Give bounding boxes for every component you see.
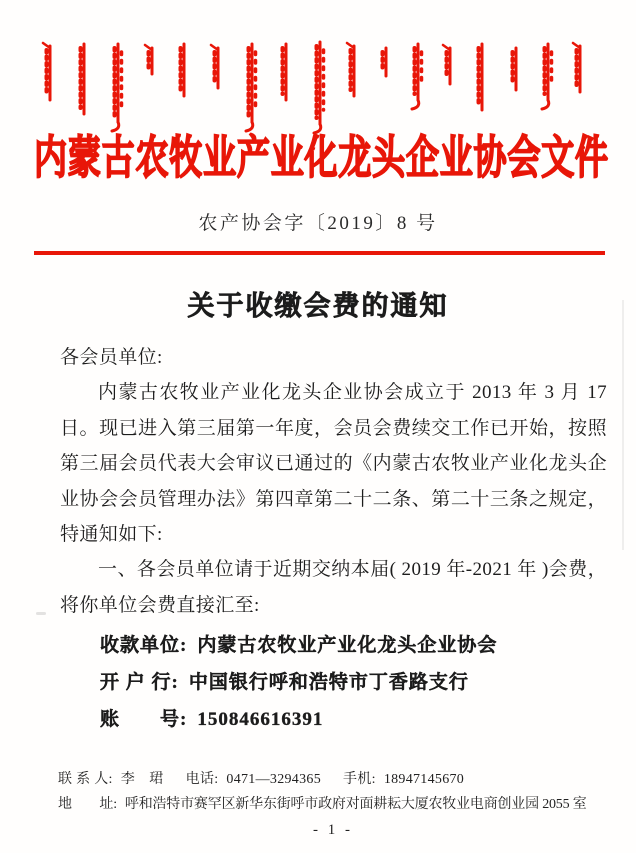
bank-row: [100, 664, 607, 701]
scan-artifact: [36, 612, 46, 615]
scan-artifact: [622, 300, 624, 550]
payee-label: 收款单位:: [100, 635, 188, 657]
phone-label: 电话:: [185, 772, 219, 787]
address-value: 呼和浩特市赛罕区新华东街呼市政府对面耕耘大厦农牧业电商创业园 2055 室: [124, 797, 587, 812]
page-number: - 1 -: [313, 822, 353, 838]
account-value: 150846616391: [197, 709, 324, 731]
bank-details: [60, 627, 607, 738]
bank-value: 中国银行呼和浩特市丁香路支行: [188, 672, 469, 694]
contact-label: 联 系 人:: [58, 772, 113, 787]
address-line: [58, 793, 608, 816]
phone-number: 0471—3294365: [226, 772, 322, 787]
paragraph-2: 一、各会员单位请于近期交纳本届( 2019 年-2021 年 )会费，将你单位会费直接汇至:: [60, 559, 607, 616]
mobile-number: 18947145670: [383, 772, 465, 787]
contact-name: 李 珺: [120, 772, 164, 787]
contact-line: [58, 768, 608, 791]
salutation: 各会员单位:: [60, 347, 163, 368]
account-row: [100, 701, 607, 738]
bank-label: 开 户 行:: [100, 672, 179, 694]
paragraph-1: 内蒙古农牧业产业化龙头企业协会成立于 2013 年 3 月 17 日。现已进入第三届第一年度，会员会费续交工作已开始，按照第三届会员代表大会审议已通过的《内蒙古农牧业产业化龙头企业协会会员管理办法》第四章第二十二条、第二十三条之规定，特通知如下:: [60, 382, 607, 546]
red-divider-line: [34, 251, 605, 255]
mongolian-script-text: [38, 34, 598, 134]
address-label: 地 址:: [58, 797, 117, 812]
document-number: 农产协会字〔2019〕8 号: [198, 213, 438, 234]
mobile-label: 手机:: [343, 772, 376, 787]
letterhead-org-title: 内蒙古农牧业产业化龙头企业协会文件: [34, 134, 608, 185]
payee-value: 内蒙古农牧业产业化龙头企业协会: [197, 635, 498, 657]
notice-title: 关于收缴会费的通知: [187, 291, 449, 321]
document-footer: [58, 768, 608, 842]
notice-body: [60, 340, 607, 738]
account-label: 账 号:: [100, 709, 188, 731]
payee-row: [100, 627, 607, 664]
